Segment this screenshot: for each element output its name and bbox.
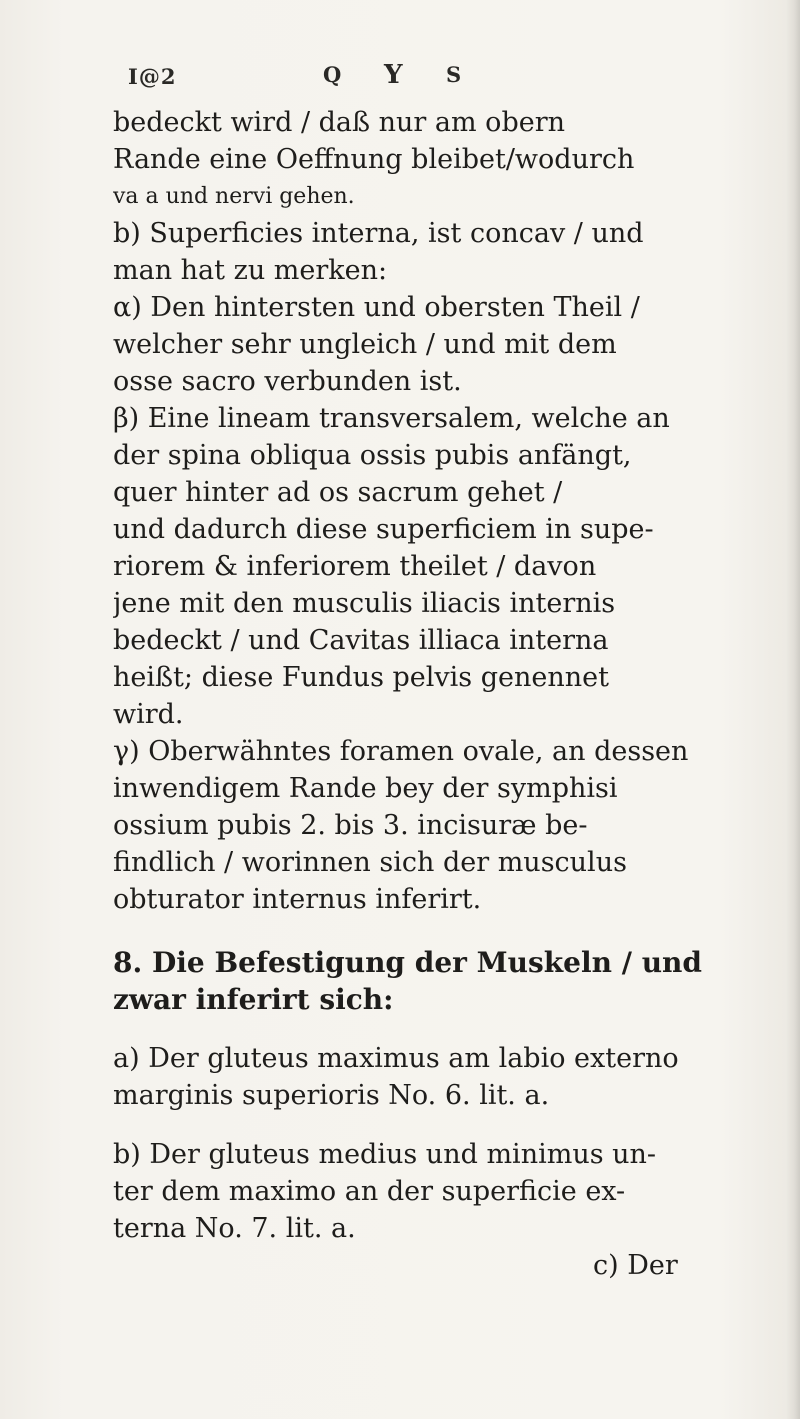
text-line: va a und nervi gehen. — [113, 184, 355, 209]
body-text — [113, 104, 773, 1284]
text-line: ter dem maximo an der superficie ex- — [113, 1176, 626, 1207]
text-line: α) Den hintersten und obersten Theil / — [113, 292, 640, 323]
text-line: obturator internus inferirt. — [113, 884, 482, 915]
text-line: ossium pubis 2. bis 3. incisuræ be- — [113, 810, 588, 841]
text-line: man hat zu merken: — [113, 255, 388, 286]
text-line: β) Eine lineam transversalem, welche an — [113, 403, 670, 434]
header-mark-2: Y — [384, 60, 404, 90]
page-edge-shadow — [786, 0, 800, 1419]
header-signature-left: I@2 — [128, 64, 177, 89]
text-line: a) Der gluteus maximus am labio externo — [113, 1043, 679, 1074]
text-line: quer hinter ad os sacrum gehet / — [113, 477, 563, 508]
paragraph-gap — [113, 1018, 773, 1040]
page-header — [128, 58, 588, 98]
text-line: riorem & inferiorem theilet / davon — [113, 551, 597, 582]
header-mark-1: Q — [323, 62, 343, 87]
text-line: bedeckt wird / daß nur am obern — [113, 107, 565, 138]
text-line: b) Superficies interna, ist concav / und — [113, 218, 644, 249]
text-line: jene mit den musculis iliacis internis — [113, 588, 616, 619]
header-mark-3: S — [446, 62, 463, 87]
text-line: wird. — [113, 699, 184, 730]
text-line: der spina obliqua ossis pubis anfängt, — [113, 440, 632, 471]
text-line: bedeckt / und Cavitas illiaca interna — [113, 625, 609, 656]
section-heading: 8. Die Befestigung der Muskeln / und — [113, 946, 702, 979]
text-line: und dadurch diese superficiem in supe- — [113, 514, 654, 545]
text-line: terna No. 7. lit. a. — [113, 1213, 356, 1244]
text-line: b) Der gluteus medius und minimus un- — [113, 1139, 657, 1170]
text-line: welcher sehr ungleich / und mit dem — [113, 329, 617, 360]
text-line: heißt; diese Fundus pelvis genennet — [113, 662, 609, 693]
paragraph-gap — [113, 1114, 773, 1136]
catchword: c) Der — [593, 1250, 678, 1281]
text-line: osse sacro verbunden ist. — [113, 366, 462, 397]
section-heading-cont: zwar inferirt sich: — [113, 983, 394, 1016]
section-gap — [113, 918, 773, 944]
text-line: γ) Oberwähntes foramen ovale, an dessen — [113, 736, 689, 767]
text-line: inwendigem Rande bey der symphisi — [113, 773, 618, 804]
text-line: marginis superioris No. 6. lit. a. — [113, 1080, 550, 1111]
text-line: findlich / worinnen sich der musculus — [113, 847, 627, 878]
text-line: Rande eine Oeffnung bleibet/wodurch — [113, 144, 635, 175]
